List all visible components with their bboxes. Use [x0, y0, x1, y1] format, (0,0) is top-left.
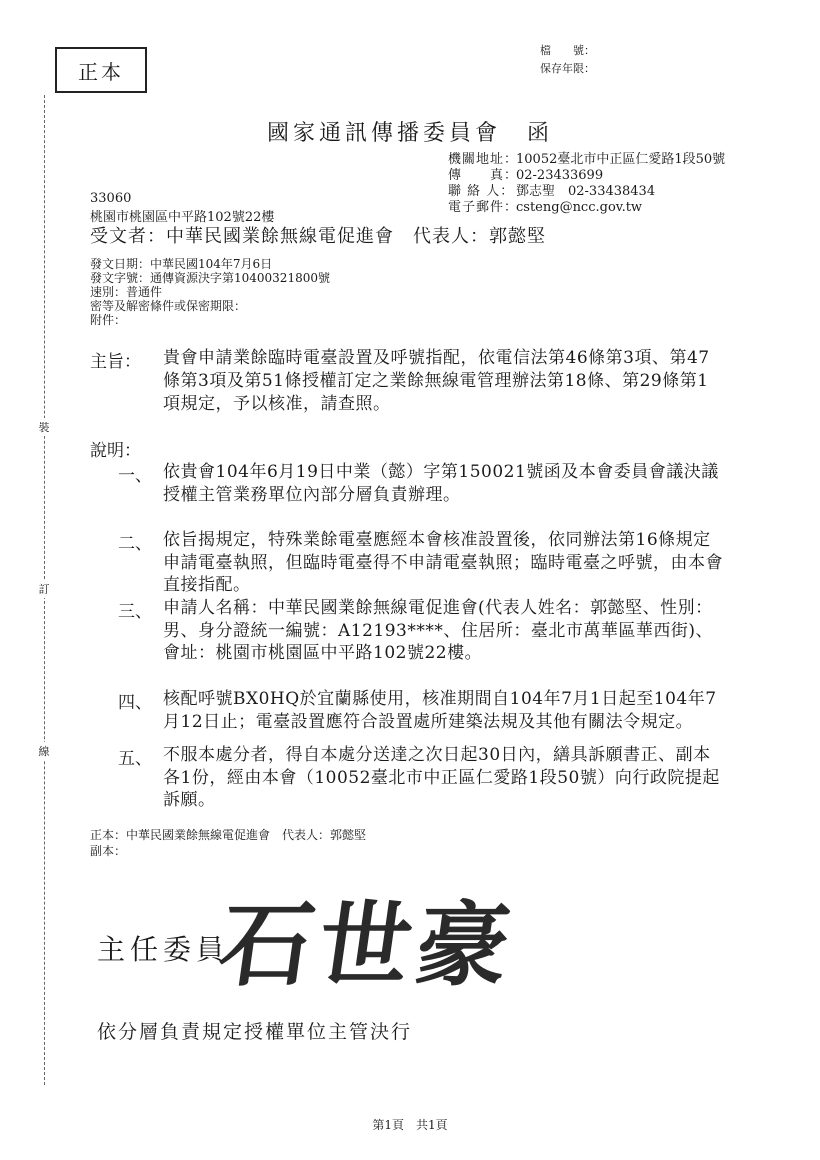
document-title: 國家通訊傳播委員會 函 — [266, 121, 553, 146]
original-copy-stamp: 正本 — [55, 47, 147, 93]
contact-person: 聯 絡 人： 鄧志聖 02-33438434 — [448, 184, 656, 199]
contact-address: 機關地址：10052臺北市中正區仁愛路1段50號 — [448, 152, 726, 167]
delegation-note: 依分層負責規定授權單位主管決行 — [97, 1021, 413, 1043]
item-text: 依貴會104年6月19日中業（懿）字第150021號函及本會委員會議決議授權主管業務單位內部分層負責辦理。 — [163, 462, 719, 505]
classification: 密等及解密條件或保密期限： — [90, 299, 247, 313]
contact-email: 電子郵件：csteng@ncc.gov.tw — [448, 200, 643, 215]
recipient-postal-code: 33060 — [90, 191, 132, 206]
description-heading: 說明： — [90, 441, 141, 461]
original-recipients: 正本：中華民國業餘無線電促進會 代表人：郭懿堅 — [90, 828, 367, 842]
item-number: 四、 — [118, 693, 152, 713]
recipient-line: 受文者：中華民國業餘無線電促進會 代表人：郭懿堅 — [90, 226, 546, 247]
page-number: 第1頁 共1頁 — [372, 1118, 448, 1132]
item-text: 不服本處分者，得自本處分送達之次日起30日內，繕具訴願書正、副本各1份，經由本會（10052臺北市中正區仁愛路1段50號）向行政院提起訴願。 — [163, 745, 720, 810]
copy-recipients: 副本： — [90, 844, 127, 858]
recipient-address: 桃園市桃園區中平路102號22樓 — [90, 210, 275, 225]
item-text: 申請人名稱：中華民國業餘無線電促進會(代表人姓名：郭懿堅、性別：男、身分證統一編號：A12193****、住居所：臺北市萬華區華西街)、會址：桃園市桃園區中平路102號22樓。 — [163, 598, 713, 663]
urgency: 速別：普通件 — [90, 285, 163, 299]
item-number: 五、 — [118, 749, 152, 769]
item-text: 核配呼號BX0HQ於宜蘭縣使用，核准期間自104年7月1日起至104年7月12日止；電臺設置應符合設置處所建築法規及其他有關法令規定。 — [163, 689, 717, 732]
file-number-label: 檔 號： — [540, 44, 595, 57]
signature-name: 石世豪 — [213, 891, 523, 999]
attachments: 附件： — [90, 313, 127, 327]
item-text: 依旨揭規定，特殊業餘電臺應經本會核准設置後，依同辦法第16條規定申請電臺執照，但臨時電臺得不申請電臺執照；臨時電臺之呼號，由本會直接指配。 — [163, 530, 723, 595]
binding-mark-xian: 線 — [37, 742, 51, 760]
issue-date: 發文日期：中華民國104年7月6日 — [90, 257, 273, 271]
item-number: 二、 — [118, 534, 152, 554]
subject-text: 貴會申請業餘臨時電臺設置及呼號指配，依電信法第46條第3項、第47條第3項及第51條授權訂定之業餘無線電管理辦法第18條、第29條第1項規定，予以核准，請查照。 — [163, 348, 710, 414]
item-number: 一、 — [118, 466, 152, 486]
retention-period-label: 保存年限： — [540, 62, 595, 75]
signature-title: 主任委員 — [97, 933, 230, 966]
binding-mark-ding: 訂 — [37, 580, 51, 598]
item-number: 三、 — [118, 602, 152, 622]
subject-heading: 主旨： — [90, 352, 141, 372]
issue-number: 發文字號：通傳資源決字第10400321800號 — [90, 271, 330, 285]
contact-fax: 傳 真：02-23433699 — [448, 168, 604, 183]
binding-mark-zhuang: 裝 — [37, 418, 51, 436]
